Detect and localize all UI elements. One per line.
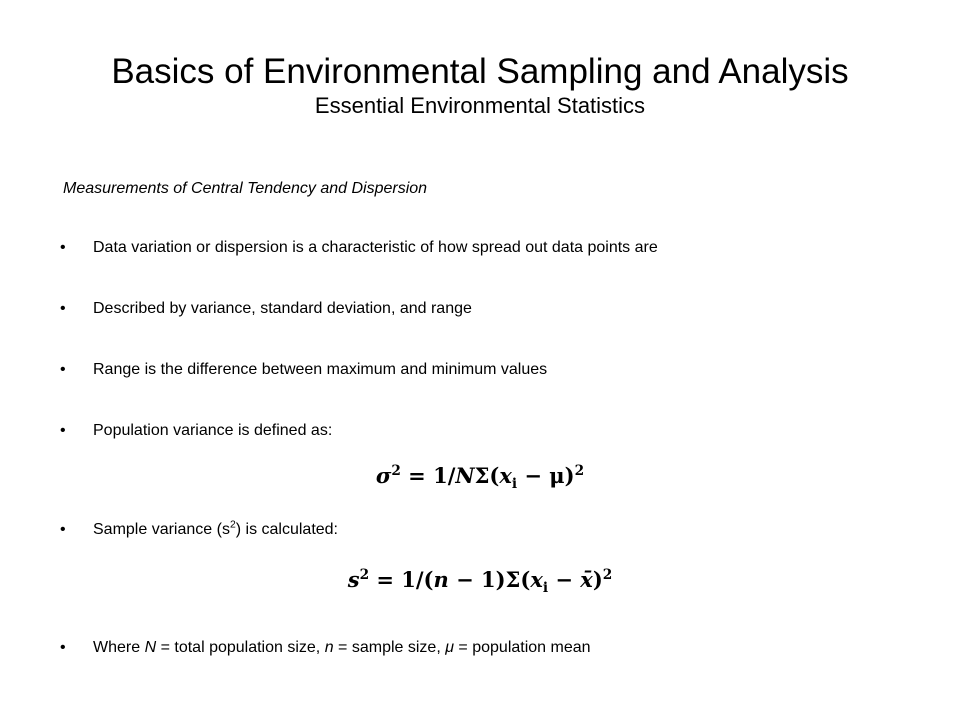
eq-symbol: s bbox=[347, 567, 360, 592]
section-heading: Measurements of Central Tendency and Dispersion bbox=[63, 180, 428, 197]
bullet-marker: • bbox=[60, 361, 66, 378]
eq-exponent: 2 bbox=[574, 463, 585, 479]
eq-text: − 1)Σ( bbox=[448, 567, 531, 592]
bullet-text-part: = sample size, bbox=[333, 639, 446, 656]
bullet-marker: • bbox=[60, 639, 66, 656]
bullet-text-part: = total population size, bbox=[156, 639, 325, 656]
eq-text: − bbox=[548, 567, 581, 592]
bullet-marker: • bbox=[60, 521, 66, 538]
eq-symbol: N bbox=[455, 463, 475, 488]
bullet-marker: • bbox=[60, 422, 66, 439]
sample-variance-equation bbox=[0, 566, 960, 602]
bullet-italic: n bbox=[324, 639, 334, 656]
bullet-text-part: = population mean bbox=[453, 639, 591, 656]
bullet-text: Population variance is defined as: bbox=[93, 422, 333, 439]
bullet-text: Range is the difference between maximum and minimum values bbox=[93, 361, 548, 378]
bullet-text: Data variation or dispersion is a characteristic of how spread out data points are bbox=[93, 239, 658, 256]
superscript: 2 bbox=[229, 519, 236, 531]
eq-symbol: x bbox=[499, 463, 512, 488]
eq-text: ) bbox=[592, 567, 603, 592]
eq-symbol: σ bbox=[375, 463, 392, 488]
eq-symbol: x bbox=[530, 567, 543, 592]
eq-text: Σ( bbox=[474, 463, 500, 488]
slide-title: Basics of Environmental Sampling and Analysis bbox=[111, 52, 849, 91]
bullet-text-part: Sample variance (s bbox=[93, 521, 230, 538]
bullet-text-part: ) is calculated: bbox=[235, 521, 338, 538]
eq-exponent: 2 bbox=[359, 567, 370, 583]
eq-exponent: 2 bbox=[391, 463, 401, 479]
bullet-text: Described by variance, standard deviation, and range bbox=[93, 300, 472, 317]
bullet-text-part: Where bbox=[93, 639, 145, 656]
bullet-italic: μ bbox=[445, 639, 454, 656]
eq-exponent: 2 bbox=[602, 567, 613, 583]
slide-title-block bbox=[0, 52, 960, 120]
eq-text: − μ) bbox=[517, 463, 575, 488]
eq-symbol: x̄ bbox=[580, 567, 593, 592]
bullet-text bbox=[93, 637, 591, 659]
eq-subscript: i bbox=[542, 580, 549, 597]
eq-text: = 1/ bbox=[400, 463, 456, 488]
bullet-marker: • bbox=[60, 300, 66, 317]
slide-subtitle: Essential Environmental Statistics bbox=[314, 93, 646, 118]
eq-symbol: n bbox=[433, 567, 449, 592]
eq-text: = 1/( bbox=[369, 567, 434, 592]
bullet-text bbox=[93, 519, 338, 541]
bullet-italic: N bbox=[144, 639, 157, 656]
population-variance-equation bbox=[0, 462, 960, 498]
bullet-marker: • bbox=[60, 239, 66, 256]
eq-subscript: i bbox=[511, 476, 518, 493]
